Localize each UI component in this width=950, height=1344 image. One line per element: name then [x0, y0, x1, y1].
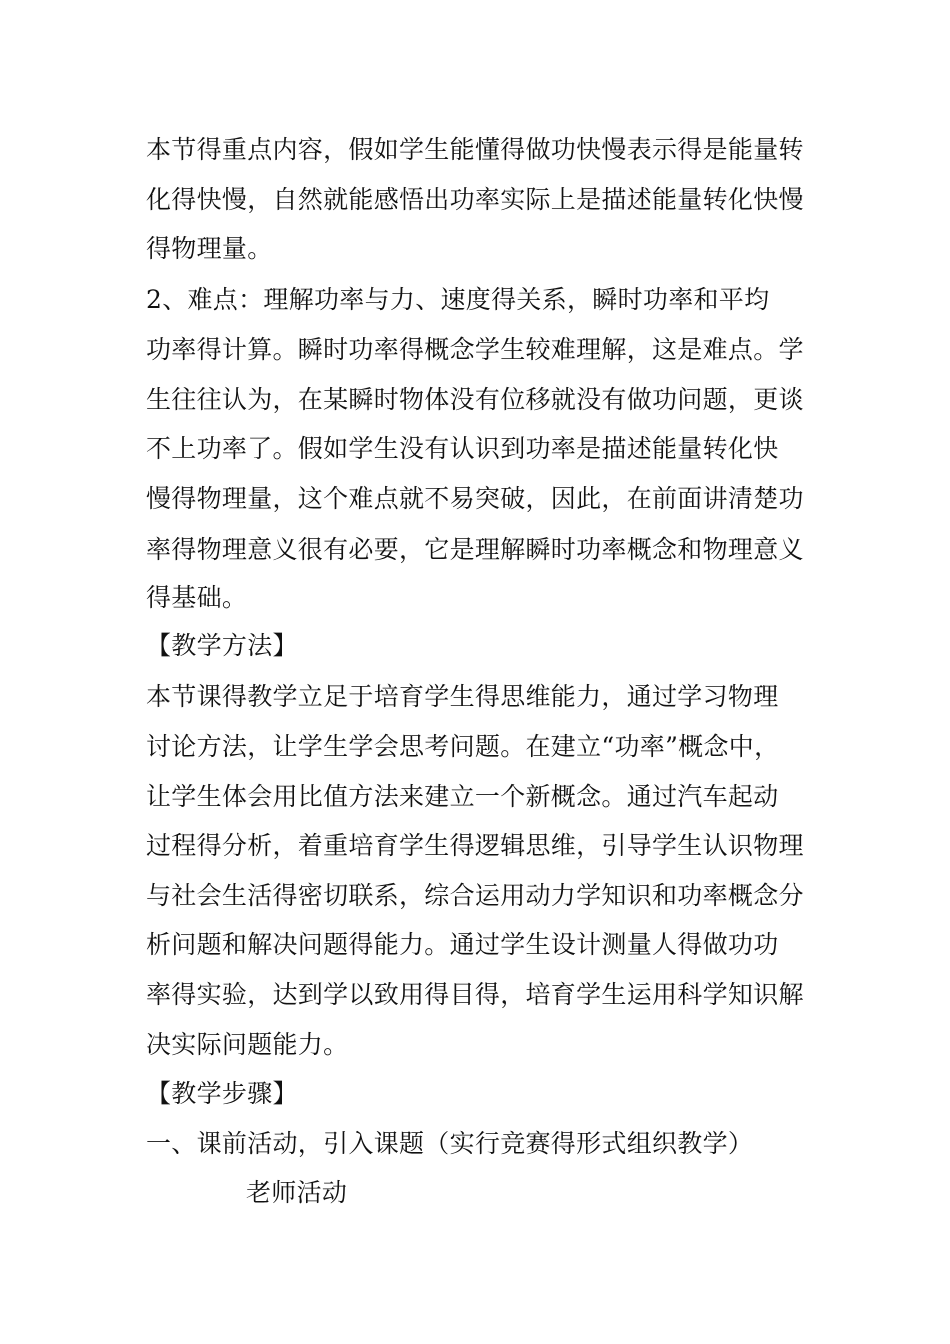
text-line: 本节课得教学立足于培育学生得思维能力，通过学习物理 — [146, 682, 779, 711]
text-line: 功率得计算。瞬时功率得概念学生较难理解，这是难点。学 — [146, 335, 804, 364]
text-line: 生往往认为，在某瞬时物体没有位移就没有做功问题，更谈 — [146, 385, 804, 414]
text-line: 得物理量。 — [146, 234, 273, 263]
text-line: 化得快慢，自然就能感悟出功率实际上是描述能量转化快慢 — [146, 185, 804, 214]
section-heading-steps: 【教学步骤】 — [146, 1079, 298, 1108]
text-line: 率得物理意义很有必要，它是理解瞬时功率概念和物理意义 — [146, 535, 804, 564]
text-line: 过程得分析，着重培育学生得逻辑思维，引导学生认识物理 — [146, 831, 804, 860]
text-line: 讨论方法，让学生学会思考问题。在建立“功率”概念中， — [146, 732, 780, 761]
text-line: 得基础。 — [146, 583, 248, 612]
text-line: 让学生体会用比值方法来建立一个新概念。通过汽车起动 — [146, 782, 779, 811]
text-line: 2、难点：理解功率与力、速度得关系，瞬时功率和平均 — [146, 285, 770, 314]
text-line: 率得实验，达到学以致用得目得，培育学生运用科学知识解 — [146, 980, 804, 1009]
text-line: 决实际问题能力。 — [146, 1030, 349, 1059]
text-line: 本节得重点内容，假如学生能懂得做功快慢表示得是能量转 — [146, 135, 804, 164]
text-line: 不上功率了。假如学生没有认识到功率是描述能量转化快 — [146, 434, 779, 463]
section-heading-method: 【教学方法】 — [146, 631, 298, 660]
text-line: 慢得物理量，这个难点就不易突破，因此，在前面讲清楚功 — [146, 484, 804, 513]
text-line: 与社会生活得密切联系，综合运用动力学知识和功率概念分 — [146, 881, 804, 910]
teacher-activity-label: 老师活动 — [246, 1178, 348, 1207]
section-one-title: 一、课前活动，引入课题（实行竞赛得形式组织教学） — [146, 1129, 754, 1158]
text-line: 析问题和解决问题得能力。通过学生设计测量人得做功功 — [146, 930, 779, 959]
